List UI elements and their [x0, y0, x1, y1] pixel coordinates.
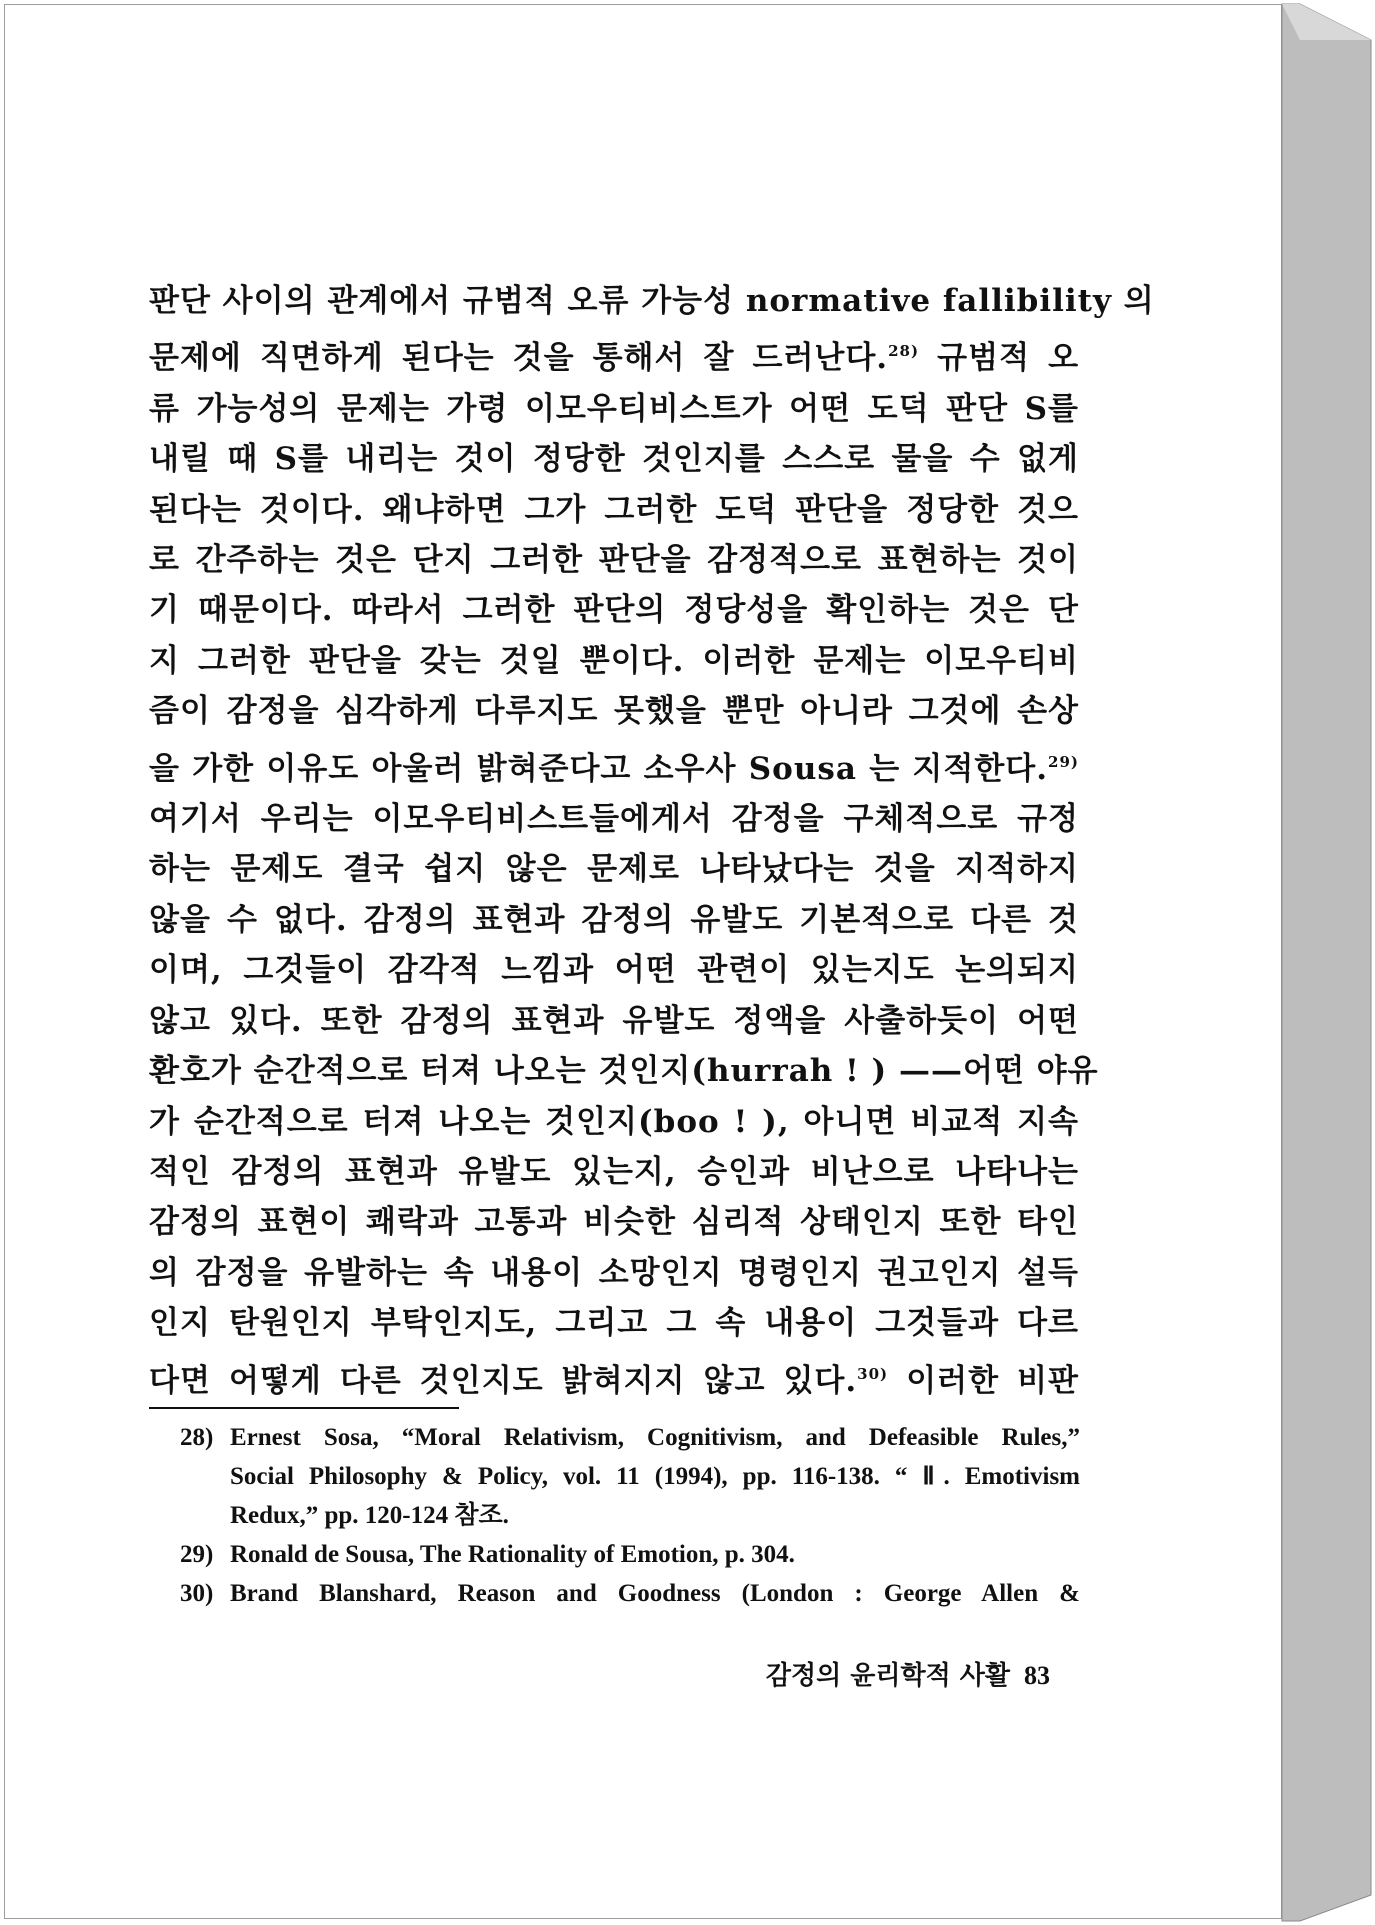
footnote-number: 30): [180, 1580, 214, 1607]
body-line: 다면 어떻게 다른 것인지도 밝혀지지 않고 있다.$^{30)}$ 이러한 비판: [149, 1362, 1079, 1399]
body-line: 감정의 표현이 쾌락과 고통과 비슷한 심리적 상태인지 또한 타인: [149, 1204, 1079, 1241]
footnote-28: [180, 1418, 1080, 1535]
footnote-number: 29): [180, 1541, 214, 1568]
body-line: 않고 있다. 또한 감정의 표현과 유발도 정액을 사출하듯이 어떤: [149, 1002, 1079, 1039]
running-footer: [720, 1655, 1050, 1692]
footnote-mark-30[interactable]: 30): [857, 1364, 889, 1383]
page-number: 83: [1024, 1661, 1050, 1690]
body-text: [149, 276, 1155, 1406]
body-line: 기 때문이다. 따라서 그러한 판단의 정당성을 확인하는 것은 단: [149, 592, 1079, 629]
footnote-line: Ronald de Sousa, The Rationality of Emotion, p. 304.: [230, 1541, 795, 1568]
body-line: 인지 탄원인지 부탁인지도, 그리고 그 속 내용이 그것들과 다르: [149, 1305, 1079, 1342]
footnote-divider: [149, 1407, 459, 1409]
body-line: 여기서 우리는 이모우티비스트들에게서 감정을 구체적으로 규정: [149, 801, 1079, 838]
body-line: 판단 사이의 관계에서 규범적 오류 가능성 normative fallibility 의: [149, 283, 1155, 319]
body-line: 않을 수 없다. 감정의 표현과 감정의 유발도 기본적으로 다른 것: [149, 901, 1079, 938]
body-line: 가 순간적으로 터져 나오는 것인지(boo ! ), 아니면 비교적 지속: [149, 1103, 1079, 1140]
body-line: 의 감정을 유발하는 속 내용이 소망인지 명령인지 권고인지 설득: [149, 1254, 1079, 1291]
body-line: 문제에 직면하게 된다는 것을 통해서 잘 드러난다.$^{28)}$ 규범적 오: [149, 340, 1080, 377]
body-line: 을 가한 이유도 아울러 밝혀준다고 소우사 Sousa 는 지적한다.$^{29)}$: [149, 750, 1079, 787]
running-title: 감정의 윤리학적 사활: [765, 1661, 1010, 1691]
body-line: 즘이 감정을 심각하게 다루지도 못했을 뿐만 아니라 그것에 손상: [149, 693, 1079, 730]
body-line: 적인 감정의 표현과 유발도 있는지, 승인과 비난으로 나타나는: [149, 1153, 1079, 1190]
footnote-mark-28[interactable]: 28): [888, 342, 920, 361]
footnote-30: [180, 1574, 1080, 1613]
body-line: 된다는 것이다. 왜냐하면 그가 그러한 도덕 판단을 정당한 것으: [149, 491, 1079, 528]
footnote-line: Ernest Sosa, “Moral Relativism, Cognitivism, and Defeasible Rules,”: [230, 1424, 1080, 1451]
body-line: 하는 문제도 결국 쉽지 않은 문제로 나타났다는 것을 지적하지: [149, 851, 1079, 888]
body-line: 지 그러한 판단을 갖는 것일 뿐이다. 이러한 문제는 이모우티비: [149, 642, 1079, 679]
footnote-line: Redux,” pp. 120-124 참조.: [230, 1502, 509, 1529]
footnote-29: [180, 1535, 1080, 1574]
footnote-line: Social Philosophy & Policy, vol. 11 (1994), pp. 116-138. “ Ⅱ. Emotivism: [230, 1463, 1080, 1490]
body-line: 로 간주하는 것은 단지 그러한 판단을 감정적으로 표현하는 것이: [149, 542, 1079, 579]
footnote-mark-29[interactable]: 29): [1048, 752, 1079, 771]
body-line: 내릴 때 S를 내리는 것이 정당한 것인지를 스스로 물을 수 없게: [149, 441, 1079, 478]
body-line: 환호가 순간적으로 터져 나오는 것인지(hurrah ! ) ——어떤 야유: [149, 1053, 1099, 1090]
footnotes: [180, 1418, 1080, 1613]
body-line: 류 가능성의 문제는 가령 이모우티비스트가 어떤 도덕 판단 S를: [149, 390, 1079, 427]
footnote-number: 28): [180, 1424, 214, 1451]
body-line: 이며, 그것들이 감각적 느낌과 어떤 관련이 있는지도 논의되지: [149, 952, 1079, 989]
footnote-line: Brand Blanshard, Reason and Goodness (London : George Allen &: [230, 1580, 1080, 1607]
